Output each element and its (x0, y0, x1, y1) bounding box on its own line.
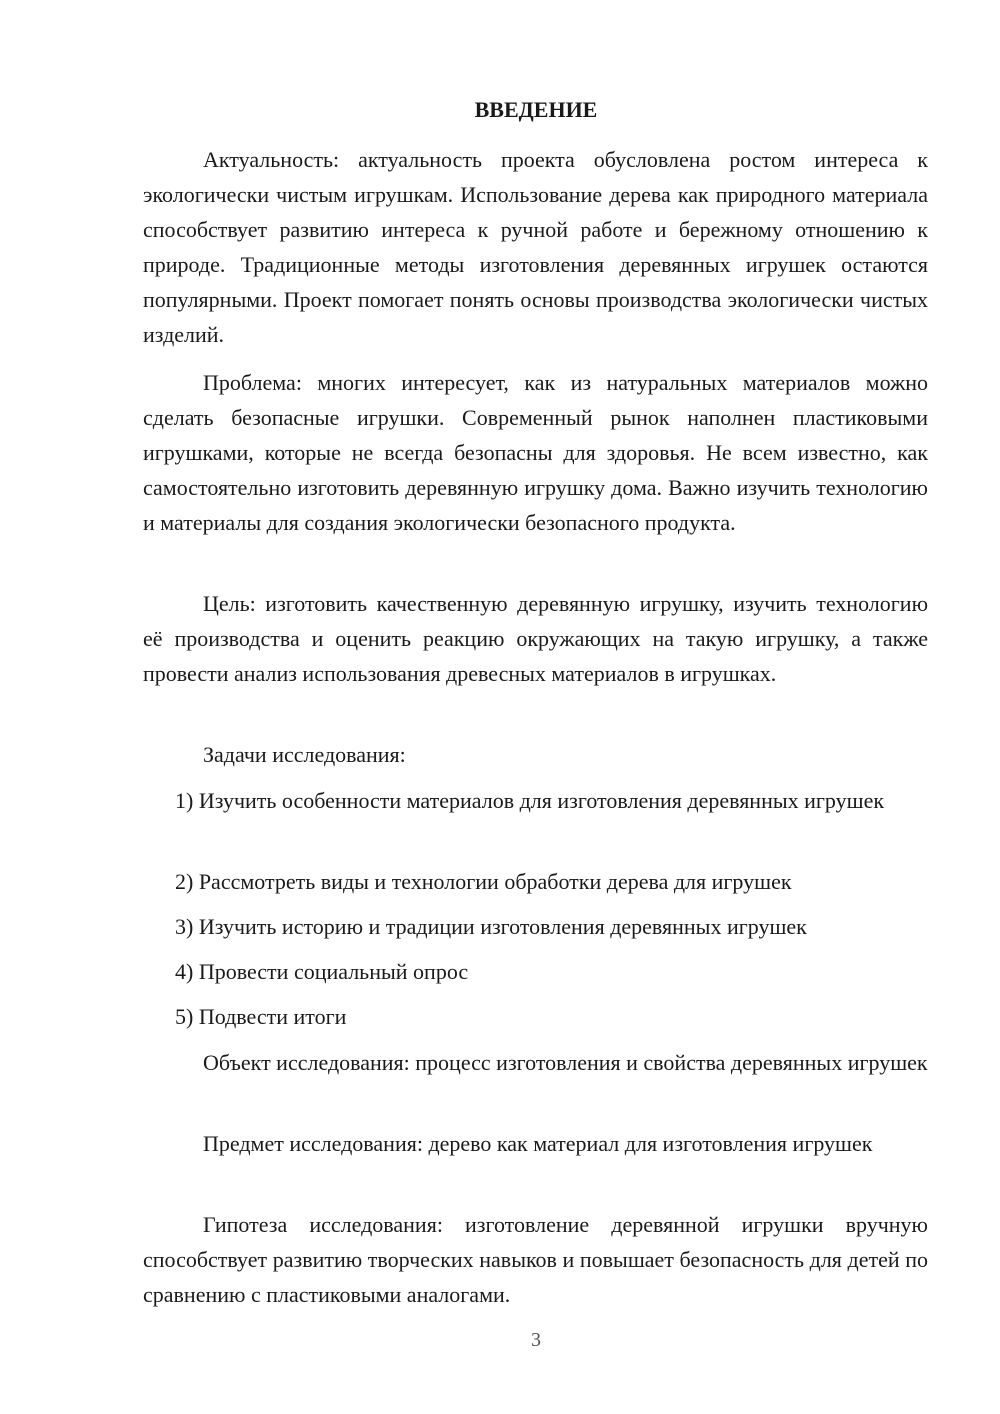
tasks-heading: Задачи исследования: (203, 742, 406, 767)
task-item-3: 3) Изучить историю и традиции изготовления деревянных игрушек (175, 914, 807, 939)
task-item-1: 1) Изучить особенности материалов для изготовления деревянных игрушек (175, 788, 885, 813)
object-paragraph: Объект исследования: процесс изготовления и свойства деревянных игрушек (203, 1050, 928, 1075)
goal-paragraph: Цель: изготовить качественную деревянную игрушку, изучить технологию её производства и оценить реакцию окружающих на такую игрушку, а также провести анализ использования древесных материалов в игрушках. (143, 591, 928, 686)
page-number: 3 (531, 1329, 541, 1351)
task-item-2: 2) Рассмотреть виды и технологии обработки дерева для игрушек (175, 869, 792, 894)
hypothesis-paragraph: Гипотеза исследования: изготовление деревянной игрушки вручную способствует развитию творческих навыков и повышает безопасность для детей по сравнению с пластиковыми аналогами. (143, 1212, 928, 1307)
task-item-5: 5) Подвести итоги (175, 1004, 347, 1029)
problem-paragraph: Проблема: многих интересует, как из натуральных материалов можно сделать безопасные игрушки. Современный рынок наполнен пластиковыми игрушками, которые не всегда безопасны для здоровья. Не всем известно, как самостоятельно изготовить деревянную игрушку дома. Важно изучить технологию и материалы для создания экологически безопасного продукта. (143, 370, 928, 535)
subject-paragraph: Предмет исследования: дерево как материал для изготовления игрушек (203, 1131, 873, 1156)
relevance-paragraph: Актуальность: актуальность проекта обусловлена ростом интереса к экологически чистым игрушкам. Использование дерева как природного материала способствует развитию интереса к ручной работе и бережному отношению к природе. Традиционные методы изготовления деревянных игрушек остаются популярными. Проект помогает понять основы производства экологически чистых изделий. (143, 147, 928, 347)
task-item-4: 4) Провести социальный опрос (175, 959, 469, 984)
page-title: ВВЕДЕНИЕ (474, 97, 598, 122)
